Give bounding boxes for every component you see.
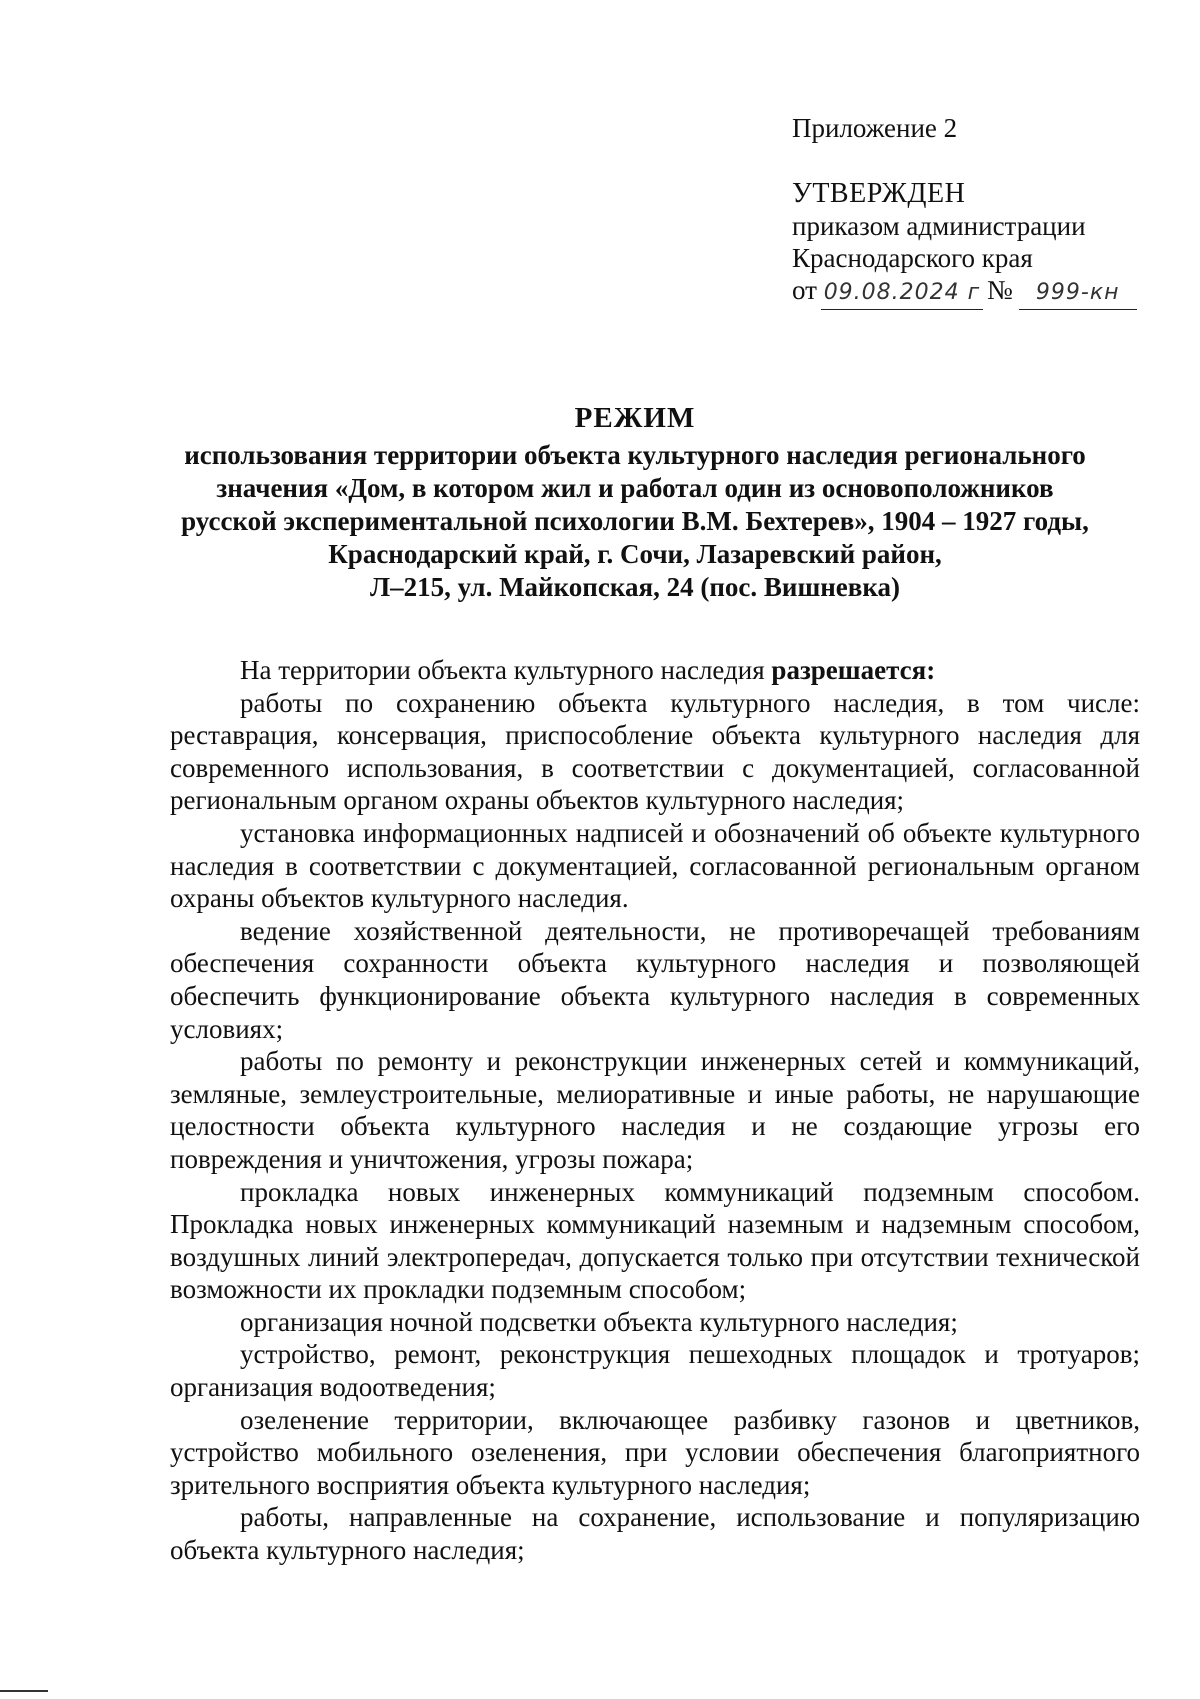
title-line: значения «Дом, в котором жил и работал один из основоположников [216,473,1054,503]
body-paragraph: прокладка новых инженерных коммуникаций подземным способом. Прокладка новых инженерных коммуникаций наземным и надземным способом, воздушных линий электропередач, допускается только при отсутствии технической возможности их прокладки подземным способом; [170,1176,1140,1305]
number-label: № [986,275,1013,305]
title-line: Краснодарский край, г. Сочи, Лазаревский район, [328,539,942,569]
title-line: русской экспериментальной психологии В.М. Бехтерев», 1904 – 1927 годы, [181,506,1089,536]
approval-line-2: Краснодарского края [792,243,1033,273]
order-reference-line [792,274,1172,310]
title-line: использования территории объекта культурного наследия регионального [184,440,1086,470]
intro-text: На территории объекта культурного наследия [240,655,765,685]
title-line: Л–215, ул. Майкопская, 24 (пос. Вишневка) [369,572,901,602]
body-paragraph: ведение хозяйственной деятельности, не противоречащей требованиям обеспечения сохранности объекта культурного наследия и позволяющей обеспечить функционирование объекта культурного наследия в современных условиях; [170,915,1140,1044]
scan-corner-mark [0,1690,48,1692]
body-paragraph: работы по сохранению объекта культурного наследия, в том числе: реставрация, консервация, приспособление объекта культурного наследия для современного использования, в соответствии с документацией, согласованной региональным органом охраны объектов культурного наследия; [170,687,1140,816]
approved-label: УТВЕРЖДЕН [792,178,966,209]
approval-line-1: приказом администрации [792,211,1086,241]
intro-paragraph [170,654,1140,687]
body-paragraph: работы по ремонту и реконструкции инженерных сетей и коммуникаций, земляные, землеустроительные, мелиоративные и иные работы, не нарушающие целостности объекта культурного наследия и не создающие угрозы его повреждения и уничтожения, угрозы пожара; [170,1046,1140,1174]
document-title: РЕЖИМ [574,402,696,434]
approval-stamp-block [792,112,1172,310]
handwritten-date: 09.08.2024 г [821,277,983,310]
document-title-block [150,402,1120,604]
body-paragraph: устройство, ремонт, реконструкция пешеходных площадок и тротуаров; организация водоотведения; [170,1339,1140,1403]
intro-bold-text: разрешается: [771,655,936,685]
appendix-label: Приложение 2 [792,113,958,143]
document-body [170,654,1140,1567]
from-label: от [792,275,817,305]
body-paragraph: организация ночной подсветки объекта культурного наследия; [240,1306,958,1337]
body-paragraph: озеленение территории, включающее разбивку газонов и цветников, устройство мобильного озеленения, при условии обеспечения благоприятного зрительного восприятия объекта культурного наследия; [170,1404,1140,1500]
body-paragraph: установка информационных надписей и обозначений об объекте культурного наследия в соответствии с документацией, согласованной региональным органом охраны объектов культурного наследия. [170,817,1140,914]
body-paragraph: работы, направленные на сохранение, использование и популяризацию объекта культурного наследия; [170,1502,1140,1566]
handwritten-order-number: 999-кн [1019,277,1137,310]
